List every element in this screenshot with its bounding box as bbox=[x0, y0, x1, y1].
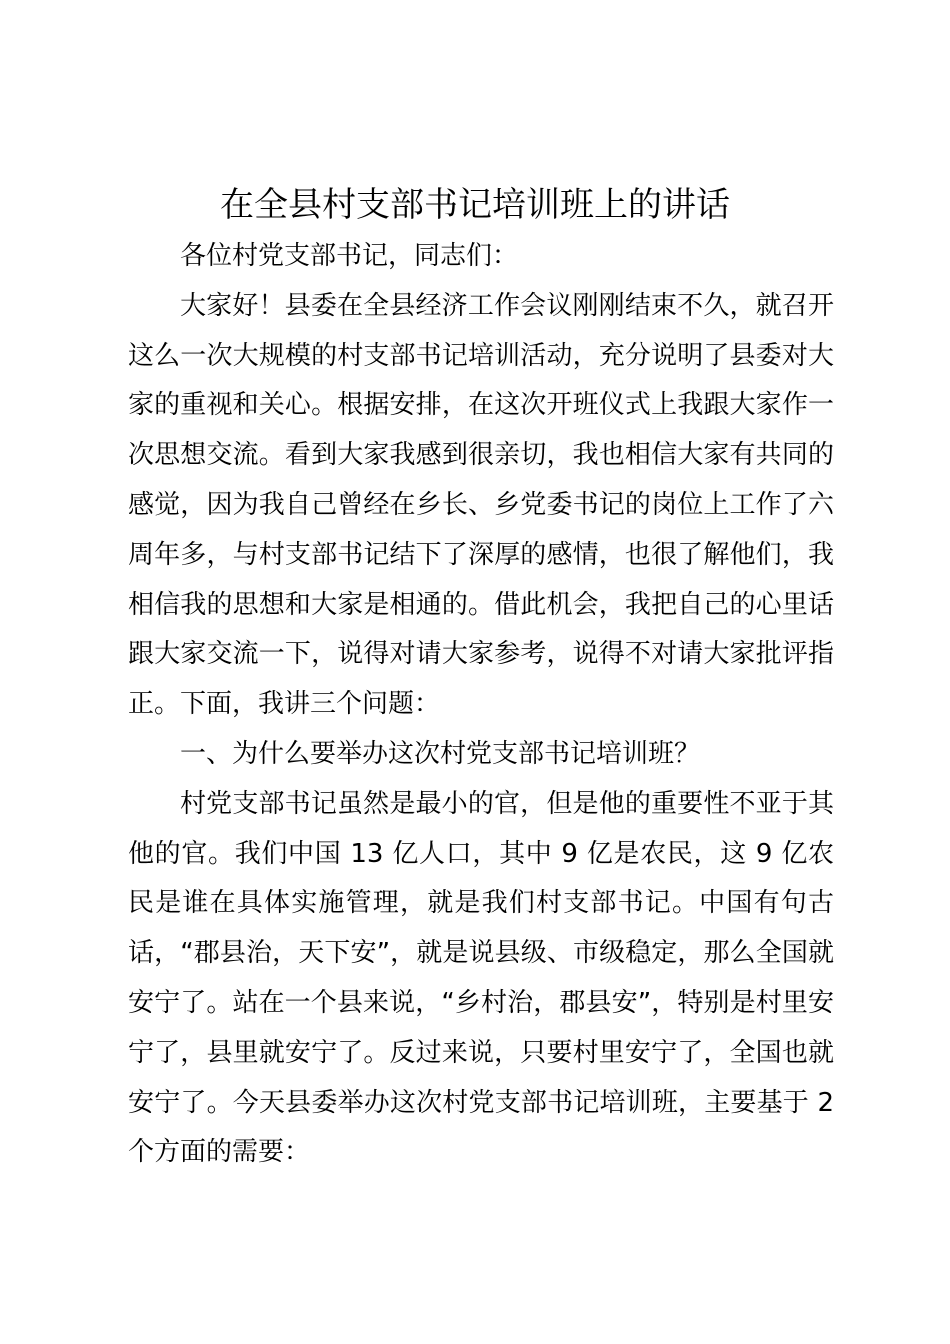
document-body bbox=[128, 232, 834, 1178]
section-1-paragraph: 村党支部书记虽然是最小的官，但是他的重要性不亚于其他的官。我们中国 13 亿人口，其中 9 亿是农民，这 9 亿农民是谁在具体实施管理，就是我们村支部书记。中国有句古话，“郡县治，天下安”，就是说县级、市级稳定，那么全国就安宁了。站在一个县来说，“乡村治，郡县安”，特别是村里安宁了，县里就安宁了。反过来说，只要村里安宁了，全国也就安宁了。今天县委举办这次村党支部书记培训班，主要基于 2 个方面的需要： bbox=[128, 788, 834, 1168]
document-title: 在全县村支部书记培训班上的讲话 bbox=[220, 185, 730, 225]
section-heading-1: 一、为什么要举办这次村党支部书记培训班？ bbox=[180, 738, 701, 769]
salutation-paragraph: 各位村党支部书记，同志们： bbox=[180, 241, 519, 271]
opening-paragraph: 大家好！县委在全县经济工作会议刚刚结束不久，就召开这么一次大规模的村支部书记培训活动，充分说明了县委对大家的重视和关心。根据安排，在这次开班仪式上我跟大家作一次思想交流。看到大家我感到很亲切，我也相信大家有共同的感觉，因为我自己曾经在乡长、乡党委书记的岗位上工作了六周年多，与村支部书记结下了深厚的感情，也很了解他们，我相信我的思想和大家是相通的。借此机会，我把自己的心里话跟大家交流一下，说得对请大家参考，说得不对请大家批评指正。下面，我讲三个问题： bbox=[128, 290, 834, 720]
